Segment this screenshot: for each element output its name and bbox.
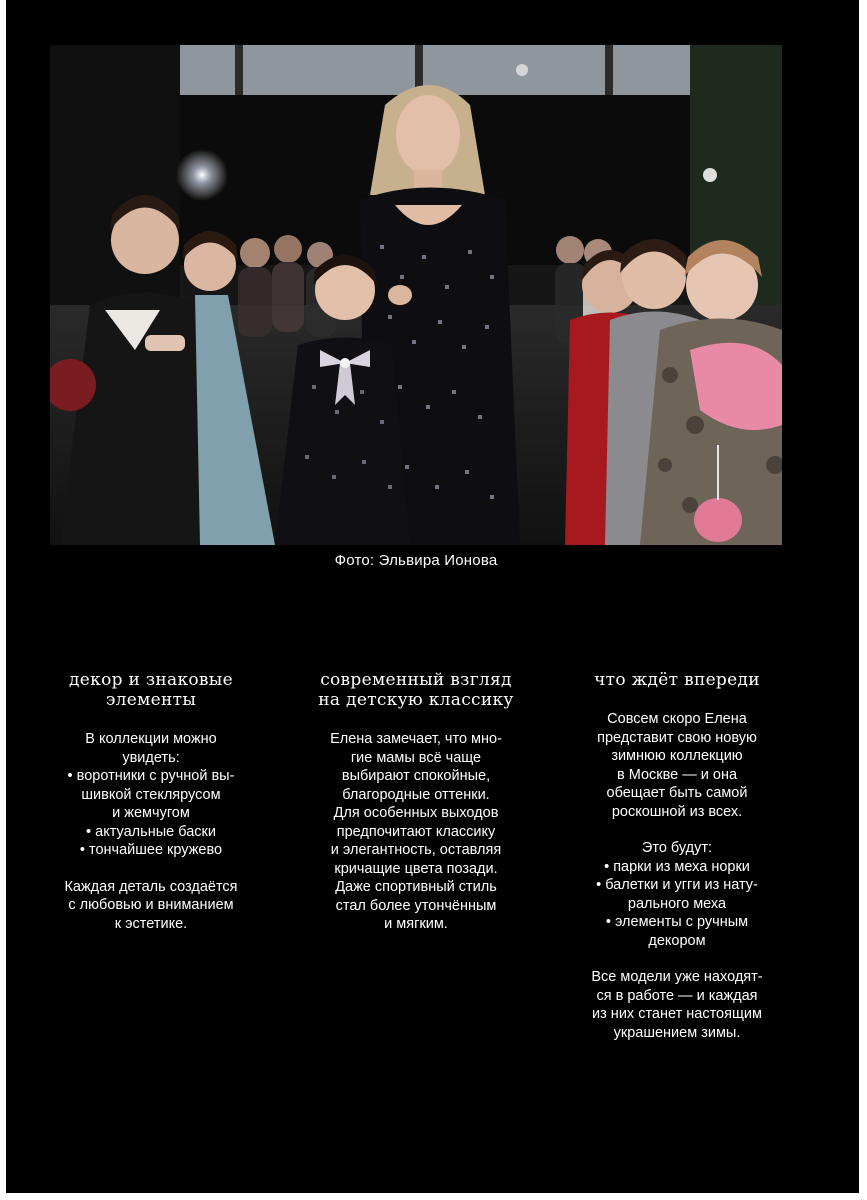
text-line: гие мамы всё чаще xyxy=(350,749,482,766)
magazine-page xyxy=(6,0,859,1193)
text-line: роскошной из всех. xyxy=(611,803,743,820)
text-line: ся в работе — и каждая xyxy=(596,987,758,1004)
text-line: шивкой стеклярусом xyxy=(81,786,221,803)
text-line: и элегантность, оставляя xyxy=(330,842,502,858)
text-line: Это будут: xyxy=(641,840,713,856)
text-line: в Москве — и она xyxy=(616,766,738,783)
text-line: увидеть: xyxy=(122,749,180,766)
text-line: • элементы с ручным xyxy=(605,914,749,930)
text-line: к эстетике. xyxy=(114,915,188,932)
text-line: Каждая деталь создаётся xyxy=(64,878,238,895)
text-line: предпочитают классику xyxy=(336,823,496,840)
text-line: • актуальные баски xyxy=(86,823,216,840)
title-line: что ждёт впереди xyxy=(594,670,760,690)
text-line: кричащие цвета позади. xyxy=(334,860,498,877)
text-line: обещает быть самой xyxy=(606,785,748,801)
column-whats-next xyxy=(552,670,802,1060)
text-line: • парки из меха норки xyxy=(604,858,750,875)
column-title xyxy=(291,670,541,710)
text-line: Елена замечает, что мно- xyxy=(330,731,502,747)
column-paragraph xyxy=(291,730,541,934)
text-line: и мягким. xyxy=(384,916,448,932)
column-title xyxy=(26,670,276,710)
text-line: с любовью и вниманием xyxy=(68,897,234,913)
text-line: выбирают спокойные, xyxy=(341,768,491,784)
column-paragraph xyxy=(26,878,276,934)
text-line: Все модели уже находят- xyxy=(591,969,763,985)
column-decor xyxy=(26,670,276,951)
title-line: современный взгляд xyxy=(320,670,512,690)
text-line: В коллекции можно xyxy=(85,731,217,747)
column-title xyxy=(552,670,802,690)
text-line: • тончайшее кружево xyxy=(79,842,223,858)
text-line: стал более утончённым xyxy=(335,897,497,914)
text-line: представит свою новую xyxy=(597,729,757,746)
text-line: декором xyxy=(648,932,706,949)
title-line: декор и знаковые xyxy=(69,670,233,690)
title-line: на детскую классику xyxy=(318,690,514,710)
text-line: рального меха xyxy=(627,895,727,912)
text-line: Для особенных выходов xyxy=(333,805,499,821)
column-paragraph xyxy=(552,968,802,1042)
text-line: благородные оттенки. xyxy=(342,786,490,803)
text-line: из них станет настоящим xyxy=(592,1006,762,1022)
runway-photo xyxy=(50,45,782,545)
text-line: Совсем скоро Елена xyxy=(607,711,747,727)
text-line: • балетки и угги из нату- xyxy=(596,877,758,893)
text-line: украшением зимы. xyxy=(613,1024,741,1041)
photo-caption: Фото: Эльвира Ионова xyxy=(334,552,498,569)
column-paragraph xyxy=(552,710,802,821)
column-paragraph xyxy=(26,730,276,860)
column-modern-view xyxy=(291,670,541,952)
text-line: Даже спортивный стиль xyxy=(335,879,497,895)
text-line: и жемчугом xyxy=(112,805,190,821)
text-line: зимнюю коллекцию xyxy=(611,748,743,764)
title-line: элементы xyxy=(105,690,197,710)
text-line: • воротники с ручной вы- xyxy=(67,768,235,784)
column-paragraph xyxy=(552,839,802,950)
